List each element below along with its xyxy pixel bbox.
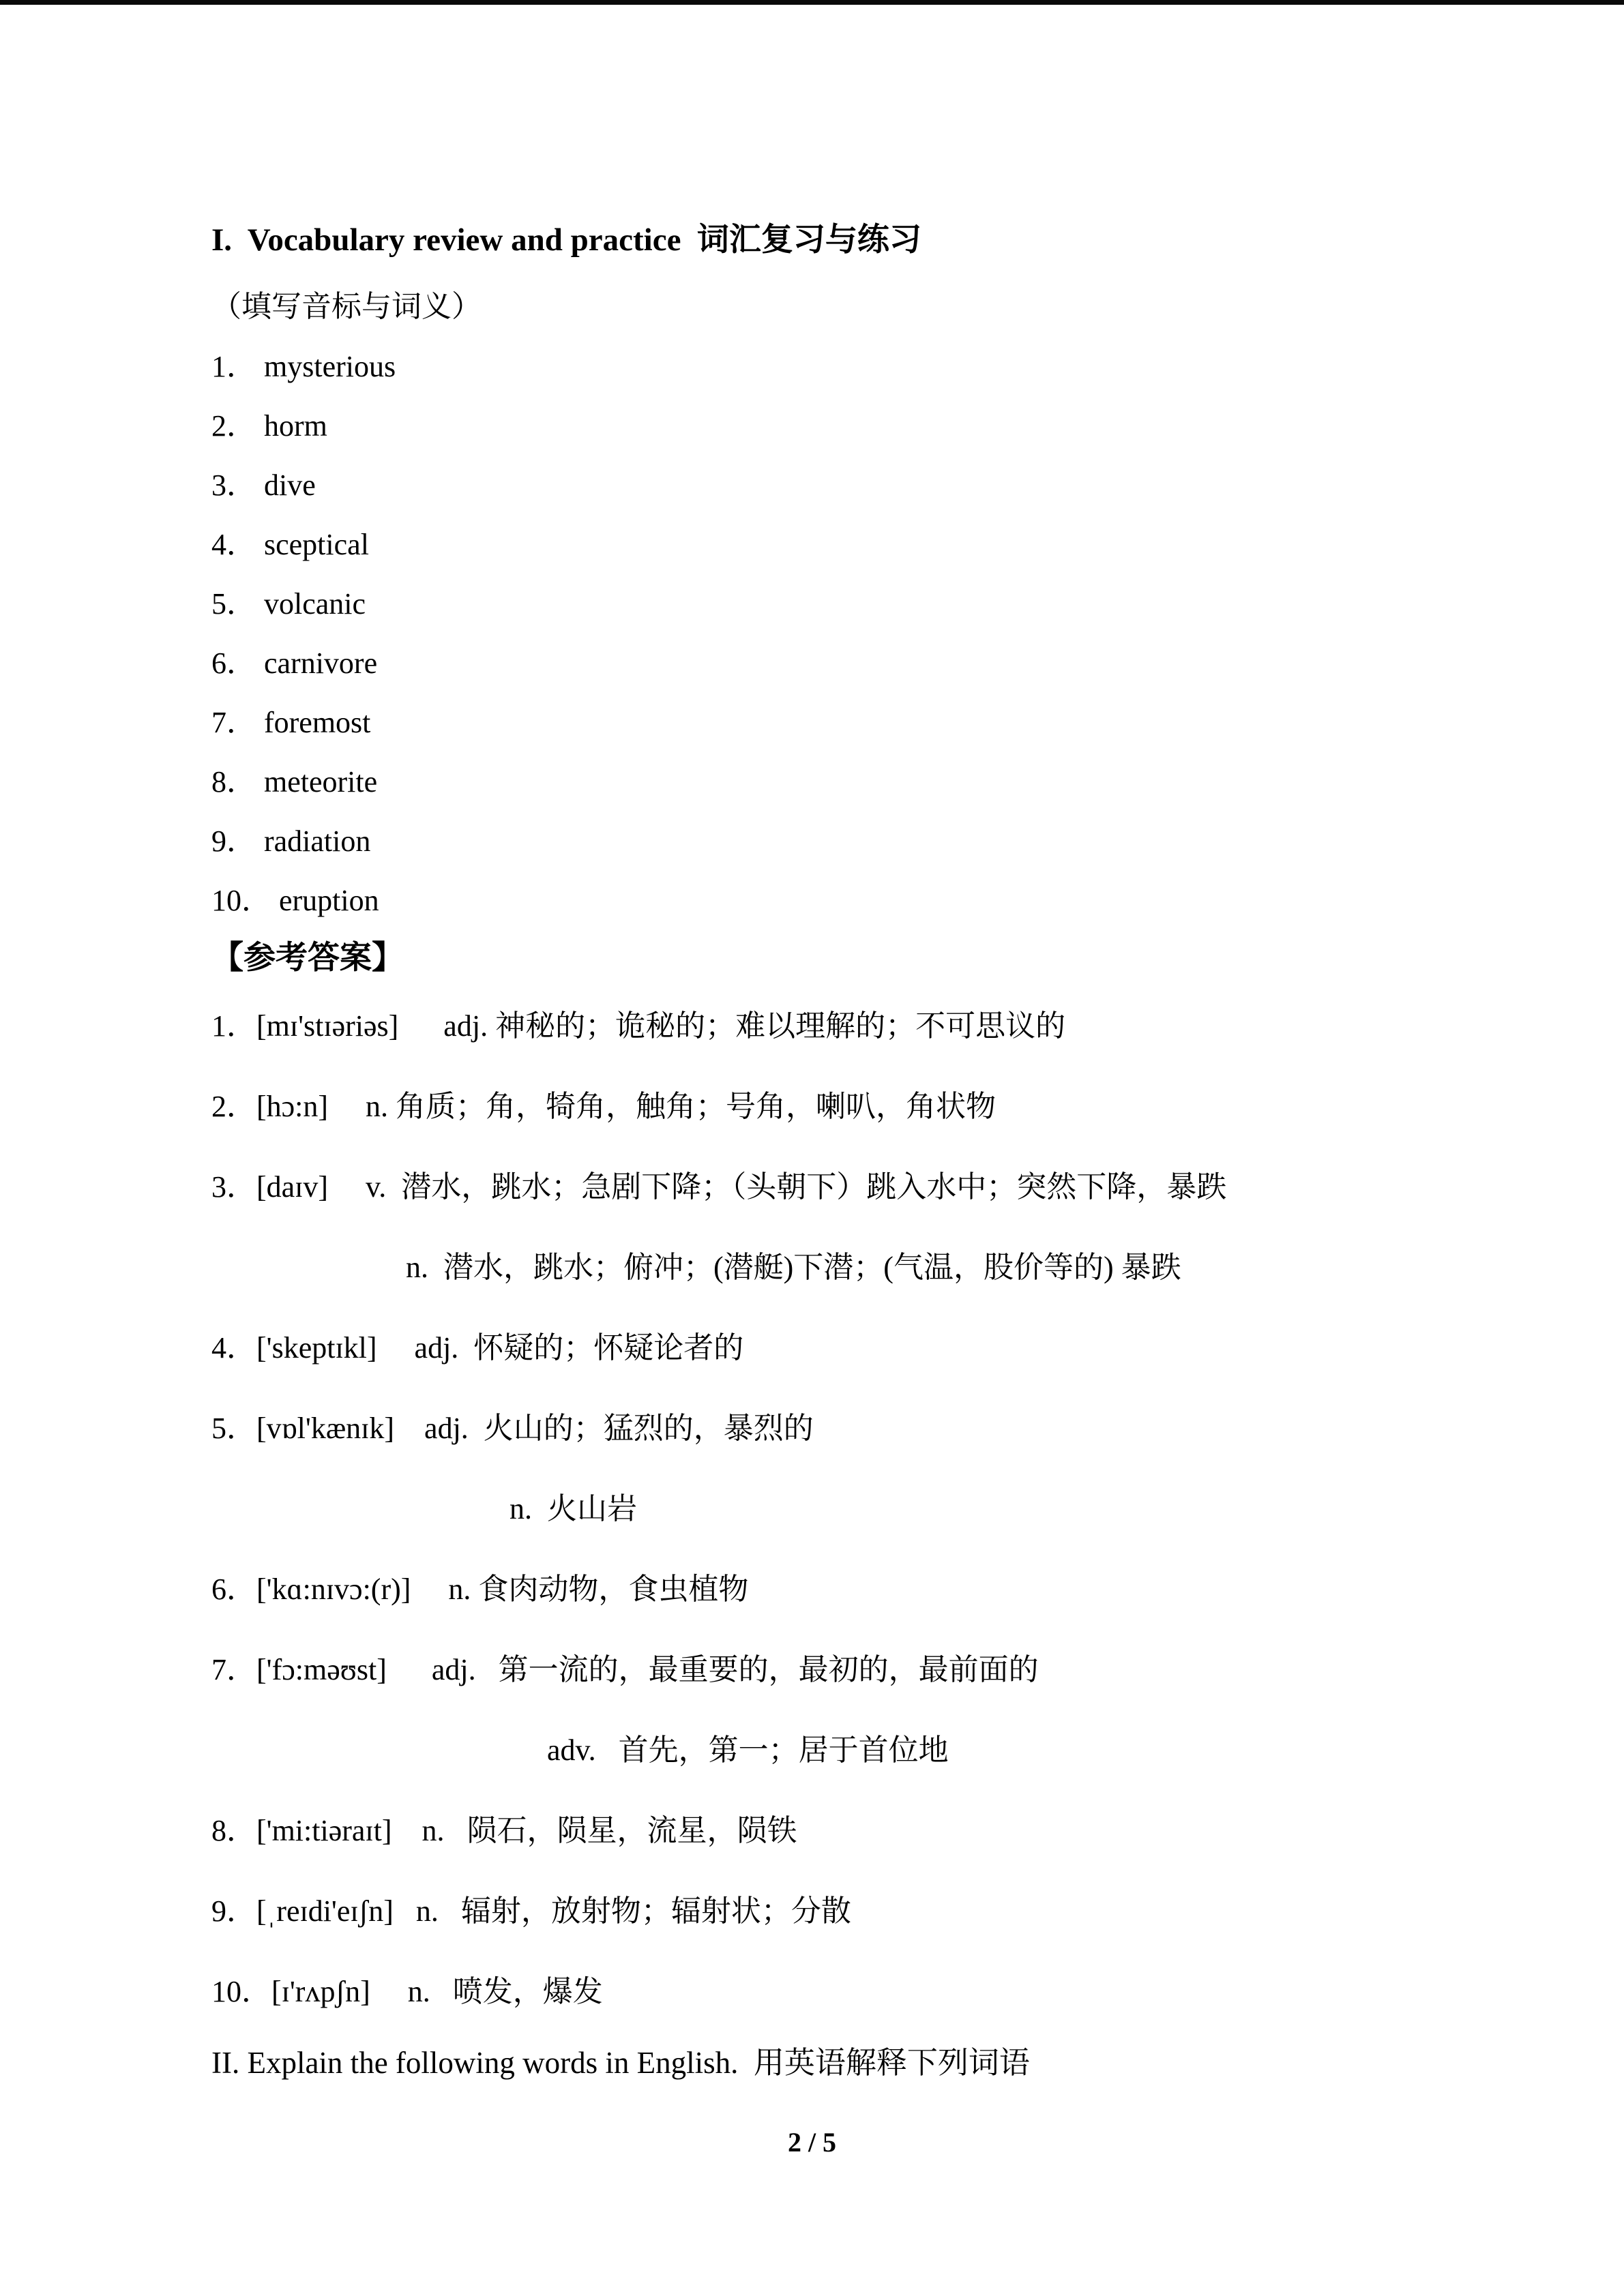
vocab-item-7: 7． foremost xyxy=(211,706,371,739)
vocab-item-9: 9． radiation xyxy=(211,824,371,858)
page-number: 2 / 5 xyxy=(787,2127,837,2158)
answer-line-10: 10．[ɪ'rʌpʃn] n. 喷发，爆发 xyxy=(211,1975,603,2008)
vocab-item-8: 8． meteorite xyxy=(211,765,378,799)
answer-line-1: 1．[mɪ'stɪəriəs] adj. 神秘的；诡秘的；难以理解的；不可思议的 xyxy=(211,1009,1066,1043)
answer-line-5: 5．[vɒl'kænɪk] adj. 火山的；猛烈的，暴烈的 xyxy=(211,1412,814,1445)
vocab-item-2: 2． horm xyxy=(211,409,327,443)
vocab-item-3: 3． dive xyxy=(211,468,316,502)
answer-line-6: 6．['kɑ:nɪvɔ:(r)] n. 食肉动物，食虫植物 xyxy=(211,1572,749,1606)
vocab-item-10: 10． eruption xyxy=(211,884,379,917)
answer-line-7: 7．['fɔ:məʊst] adj. 第一流的，最重要的，最初的，最前面的 xyxy=(211,1653,1039,1686)
answer-line-7-adv: adv. 首先，第一；居于首位地 xyxy=(547,1733,949,1767)
answer-line-5-noun: n. 火山岩 xyxy=(510,1492,637,1525)
answer-line-4: 4．['skeptɪkl] adj. 怀疑的；怀疑论者的 xyxy=(211,1331,744,1365)
answer-line-9: 9．[ˌreɪdi'eɪʃn] n. 辐射，放射物；辐射状；分散 xyxy=(211,1894,851,1928)
section1-title: I. Vocabulary review and practice 词汇复习与练习 xyxy=(211,222,921,258)
vocab-item-5: 5． volcanic xyxy=(211,587,366,621)
answer-line-3: 3．[daɪv] v. 潜水，跳水；急剧下降；（头朝下）跳入水中；突然下降，暴跌 xyxy=(211,1170,1227,1204)
vocab-item-4: 4． sceptical xyxy=(211,528,369,561)
answer-line-8: 8．['mi:tiəraɪt] n. 陨石，陨星，流星，陨铁 xyxy=(211,1814,797,1847)
vocab-item-6: 6． carnivore xyxy=(211,646,378,680)
vocab-item-1: 1． mysterious xyxy=(211,350,396,383)
answers-heading: 【参考答案】 xyxy=(211,940,404,976)
answer-line-3-noun: n. 潜水，跳水；俯冲；(潜艇)下潜；(气温，股价等的) 暴跌 xyxy=(406,1251,1181,1284)
section2-title: II. Explain the following words in English. 用英语解释下列词语 xyxy=(211,2046,1030,2080)
section1-subtitle: （填写音标与词义） xyxy=(211,290,482,323)
answer-line-2: 2．[hɔ:n] n. 角质；角，犄角，触角；号角，喇叭，角状物 xyxy=(211,1090,996,1123)
top-border xyxy=(0,0,1624,5)
